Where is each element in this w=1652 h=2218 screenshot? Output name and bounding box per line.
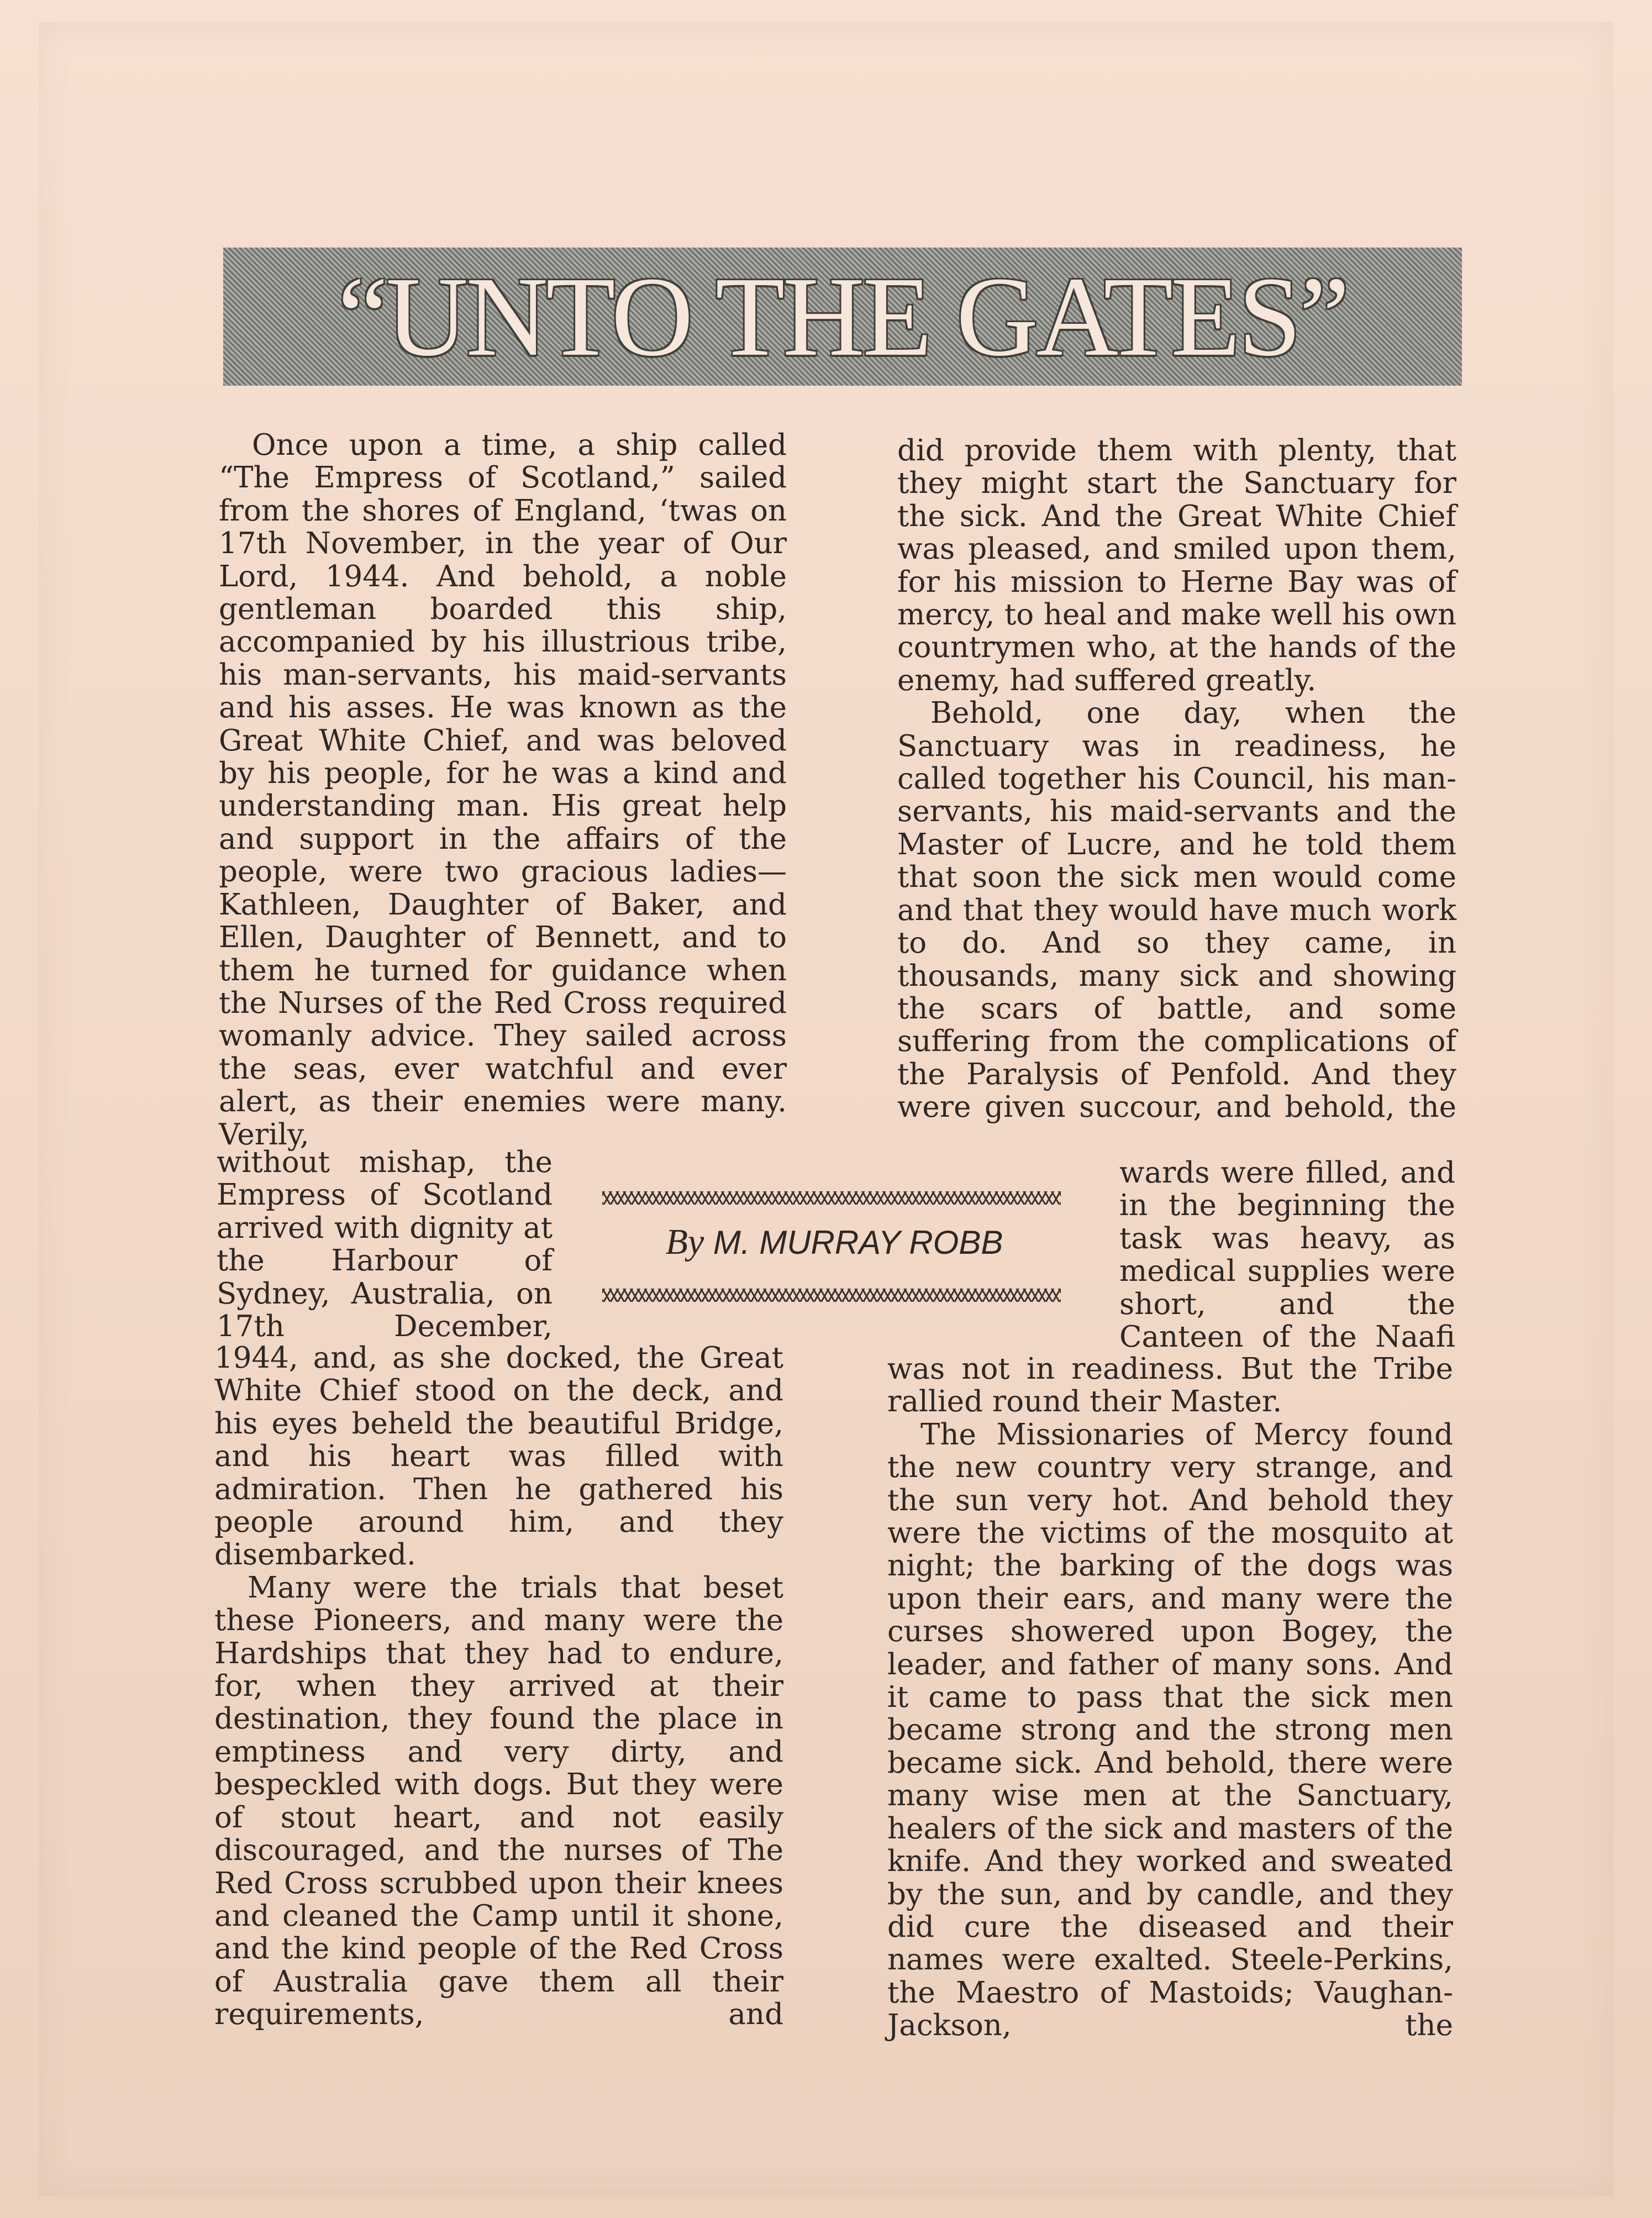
right-column-top [897, 434, 1456, 1124]
paragraph-sanctuary-continued: wards were filled, and in the beginning the task was heavy, as medical supplies were short, and the Canteen of the Naafi [1119, 1156, 1455, 1354]
paragraph-opening: Once upon a time, a ship called “The Empress of Scotland,” sailed from the shores of England, ‘twas on 17th November, in the year of Our Lord, 1944. And behold, a noble gentleman boarded this ship, accompanied by his illustrious tribe, his man-servants, his maid-servants and his asses. He was known as the Great White Chief, and was beloved by his people, for he was a kind and understanding man. His great help and support in the affairs of the people, were two gracious ladies—Kathleen, Daughter of Baker, and Ellen, Daughter of Bennett, and to them he turned for guidance when the Nurses of the Red Cross required womanly advice. They sailed across the seas, ever watchful and ever alert, as their enemies were many. Verily, [219, 428, 787, 1152]
paragraph-opening-continued: without mishap, the Empress of Scotland arrived with dignity at the Harbour of Sydney, Australia, on 17th December, [217, 1145, 553, 1344]
title-banner [223, 248, 1462, 386]
paragraph-sanctuary-end: was not in readiness. But the Tribe rallied round their Master. [887, 1352, 1453, 1419]
article-title: “UNTO THE GATES” [338, 253, 1348, 380]
author-name: M. MURRAY ROBB [704, 1224, 1003, 1261]
wavy-rule-top [602, 1191, 1061, 1205]
byline [602, 1222, 1066, 1263]
left-column-bottom [214, 1342, 783, 2031]
left-column-top [219, 429, 787, 1151]
paragraph-opening-end: 1944, and, as she docked, the Great White Chief stood on the deck, and his eyes beheld the beautiful Bridge, and his heart was filled with admiration. Then he gathered his people around him, and they disembarked. [214, 1341, 783, 1572]
right-column-wrap [1119, 1157, 1455, 1353]
right-column-bottom [887, 1353, 1453, 2042]
paragraph-missionaries: The Missionaries of Mercy found the new country very strange, and the sun very hot. And behold they were the victims of the mosquito at night; the barking of the dogs was upon their ears, and many were the curses showered upon Bogey, the leader, and father of many sons. And it came to pass that the sick men became strong and the strong men became sick. And behold, there were many wise men at the Sanctuary, healers of the sick and masters of the knife. And they worked and sweated by the sun, and by candle, and they did cure the diseased and their names were exalted. Steele-Perkins, the Maestro of Mastoids; Vaughan-Jackson, the [887, 1417, 1453, 2043]
byline-prefix: By [665, 1222, 704, 1262]
wavy-rule-bottom [602, 1289, 1061, 1302]
left-column-wrap [217, 1146, 553, 1343]
paragraph-sanctuary: Behold, one day, when the Sanctuary was in readiness, he called together his Council, his man-servants, his maid-servants and the Master of Lucre, and he told them that soon the sick men would come and that they would have much work to do. And so they came, in thousands, many sick and showing the scars of battle, and some suffering from the complications of the Paralysis of Penfold. And they were given succour, and behold, the [897, 696, 1456, 1124]
byline-block [602, 1191, 1066, 1302]
paragraph-pioneers-end: did provide them with plenty, that they might start the Sanctuary for the sick. And the Great White Chief was pleased, and smiled upon them, for his mission to Herne Bay was of mercy, to heal and make well his own countrymen who, at the hands of the enemy, had suffered greatly. [897, 434, 1456, 697]
paragraph-pioneers: Many were the trials that beset these Pioneers, and many were the Hardships that they had to endure, for, when they arrived at their destination, they found the place in emptiness and very dirty, and bespeckled with dogs. But they were of stout heart, and not easily discouraged, and the nurses of The Red Cross scrubbed upon their knees and cleaned the Camp until it shone, and the kind people of the Red Cross of Australia gave them all their requirements, and [214, 1570, 783, 2032]
